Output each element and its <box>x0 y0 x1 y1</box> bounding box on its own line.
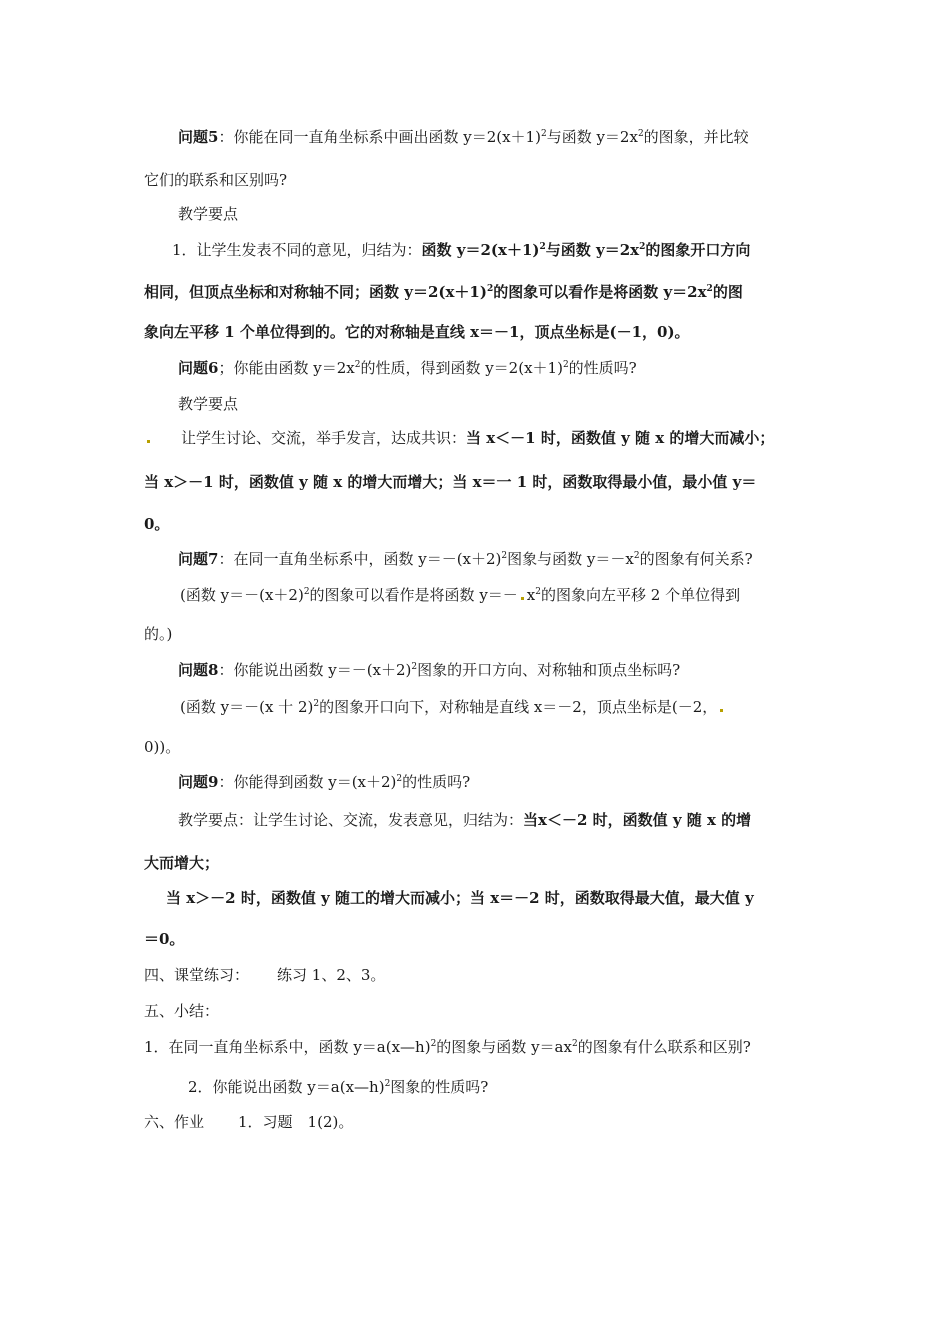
summary-item-2 <box>188 1077 488 1097</box>
q9-sup-1: 2 <box>396 774 403 784</box>
q5-point-line-3: 象向左平移 1 个单位得到的。它的对称轴是直线 x＝－1，顶点坐标是(－1，0)。 <box>144 323 690 341</box>
q5-point-lead: 1．让学生发表不同的意见，归结为： <box>172 241 422 259</box>
q6-point-line-1 <box>144 428 774 448</box>
q8-answer-line-1 <box>180 697 726 717</box>
q6-label: 问题6 <box>178 359 219 377</box>
q5-text-b: 与函数 y＝2x <box>546 128 638 146</box>
summary-1-a: 1．在同一直角坐标系中，函数 y＝a(x—h) <box>144 1038 431 1056</box>
q8-answer-line-2: 0))。 <box>144 738 181 756</box>
q7-answer-c: x <box>526 586 536 604</box>
summary-1-sup-1: 2 <box>430 1039 437 1049</box>
summary-2-a: 2．你能说出函数 y＝a(x—h) <box>188 1078 385 1096</box>
q7-text-b: 图象与函数 y＝－x <box>507 550 634 568</box>
q5-point-line-1 <box>172 240 750 260</box>
q7-answer-line-2: 的。) <box>144 625 173 643</box>
q8-answer-a: (函数 y＝－(x 十 2) <box>180 698 314 716</box>
q9-point-line-3: 当 x＞－2 时，函数值 y 随工的增大而减小；当 x＝－2 时，函数取得最大值，最大值 y <box>166 889 754 907</box>
summary-1-b: 的图象与函数 y＝ax <box>436 1038 572 1056</box>
q8-line-1 <box>178 660 680 680</box>
q6-point-bold-1: 当 x＜－1 时，函数值 y 随 x 的增大而减小； <box>466 429 775 447</box>
q8-text-a: 你能说出函数 y＝－(x＋2) <box>233 661 412 679</box>
q7-answer-line-1 <box>180 585 740 605</box>
q7-text-c: 的图象有何关系? <box>639 550 753 568</box>
section-5-heading: 五、小结： <box>144 1002 220 1020</box>
q5-text-a: 你能在同一直角坐标系中画出函数 y＝2(x＋1) <box>233 128 541 146</box>
q9-colon: ： <box>218 773 234 791</box>
q7-label: 问题7 <box>178 550 219 568</box>
q9-point-line-4: ＝0。 <box>144 930 185 948</box>
q7-sup-2: 2 <box>633 551 640 561</box>
q7-colon: ： <box>218 550 234 568</box>
q5-point-l2-sup-1: 2 <box>486 284 494 294</box>
q9-text-b: 的性质吗? <box>402 773 471 791</box>
section-4-text: 练习 1、2、3。 <box>277 966 386 984</box>
q5-point-l2-a: 相同，但顶点坐标和对称轴不同；函数 y＝2(x＋1) <box>144 283 487 301</box>
q9-point-line-2: 大而增大； <box>144 854 220 872</box>
q5-line-1 <box>178 127 749 147</box>
q8-label: 问题8 <box>178 661 219 679</box>
q5-colon: ： <box>218 128 234 146</box>
q6-sup-1: 2 <box>354 360 361 370</box>
q7-answer-b: 的图象可以看作是将函数 y＝－ <box>309 586 518 604</box>
summary-2-sup-1: 2 <box>384 1079 391 1089</box>
q8-answer-sup-1: 2 <box>313 699 320 709</box>
q5-point-line-2 <box>144 282 743 302</box>
q9-point-line-1 <box>178 810 751 830</box>
q5-point-l2-sup-2: 2 <box>706 284 713 294</box>
q5-line-2: 它们的联系和区别吗? <box>144 171 288 189</box>
q7-line-1 <box>178 549 753 569</box>
q5-text-c: 的图象，并比较 <box>643 128 749 146</box>
q6-text-c: 的性质吗? <box>568 359 637 377</box>
q5-point-bold-2: 与函数 y＝2x <box>545 241 640 259</box>
q5-point-bold-1: 函数 y＝2(x＋1) <box>421 241 540 259</box>
q9-point-lead: 教学要点：让学生讨论、交流，发表意见，归结为： <box>178 811 524 829</box>
section-4-heading: 四、课堂练习： <box>144 966 250 984</box>
q5-sup-1: 2 <box>540 129 547 139</box>
q5-point-l2-b: 的图象可以看作是将函数 y＝2x <box>493 283 707 301</box>
q6-point-line-3: 0。 <box>144 515 170 533</box>
summary-1-c: 的图象有什么联系和区别? <box>577 1038 751 1056</box>
section-4 <box>144 965 385 985</box>
q5-label: 问题5 <box>178 128 219 146</box>
q6-text-b: 的性质，得到函数 y＝2(x＋1) <box>360 359 563 377</box>
stray-mark <box>720 709 723 712</box>
q6-text-a: 你能由函数 y＝2x <box>233 359 355 377</box>
q6-point-heading: 教学要点 <box>178 395 239 413</box>
q8-sup-1: 2 <box>411 662 418 672</box>
summary-item-1 <box>144 1037 751 1057</box>
q6-point-line-2: 当 x＞－1 时，函数值 y 随 x 的增大而增大；当 x＝一 1 时，函数取得最小值，最小值 y＝ <box>144 473 757 491</box>
q8-text-b: 图象的开口方向、对称轴和顶点坐标吗? <box>417 661 681 679</box>
q6-point-lead: 让学生讨论、交流，举手发言，达成共识： <box>181 429 467 447</box>
q9-point-bold-1: 当x＜－2 时，函数值 y 随 x 的增 <box>523 811 752 829</box>
q7-answer-a: (函数 y＝－(x＋2) <box>180 586 304 604</box>
q7-answer-sup-1: 2 <box>303 587 310 597</box>
q9-text-a: 你能得到函数 y＝(x＋2) <box>233 773 397 791</box>
q7-text-a: 在同一直角坐标系中，函数 y＝－(x＋2) <box>233 550 502 568</box>
q7-sup-1: 2 <box>501 551 508 561</box>
q5-point-l2-c: 的图 <box>712 283 743 301</box>
section-6-text: 1．习题 1(2)。 <box>238 1113 354 1131</box>
q5-point-heading: 教学要点 <box>178 205 239 223</box>
q6-line-1 <box>178 358 637 378</box>
stray-mark <box>521 597 524 600</box>
summary-1-sup-2: 2 <box>571 1039 578 1049</box>
q6-colon: ； <box>218 359 234 377</box>
q8-colon: ： <box>218 661 234 679</box>
q5-point-sup-2: 2 <box>639 242 646 252</box>
q5-point-bold-3: 的图象开口方向 <box>645 241 751 259</box>
q9-label: 问题9 <box>178 773 219 791</box>
stray-mark <box>147 440 150 443</box>
q5-sup-2: 2 <box>637 129 644 139</box>
q5-point-sup-1: 2 <box>539 242 546 252</box>
section-6-heading: 六、作业 <box>144 1113 205 1131</box>
q7-answer-sup-2: 2 <box>535 587 541 597</box>
summary-2-b: 图象的性质吗? <box>390 1078 489 1096</box>
q7-answer-d: 的图象向左平移 2 个单位得到 <box>541 586 741 604</box>
q9-line-1 <box>178 772 470 792</box>
q8-answer-b: 的图象开口向下，对称轴是直线 x＝－2，顶点坐标是(－2， <box>319 698 718 716</box>
section-6 <box>144 1112 353 1132</box>
q6-sup-2: 2 <box>562 360 569 370</box>
